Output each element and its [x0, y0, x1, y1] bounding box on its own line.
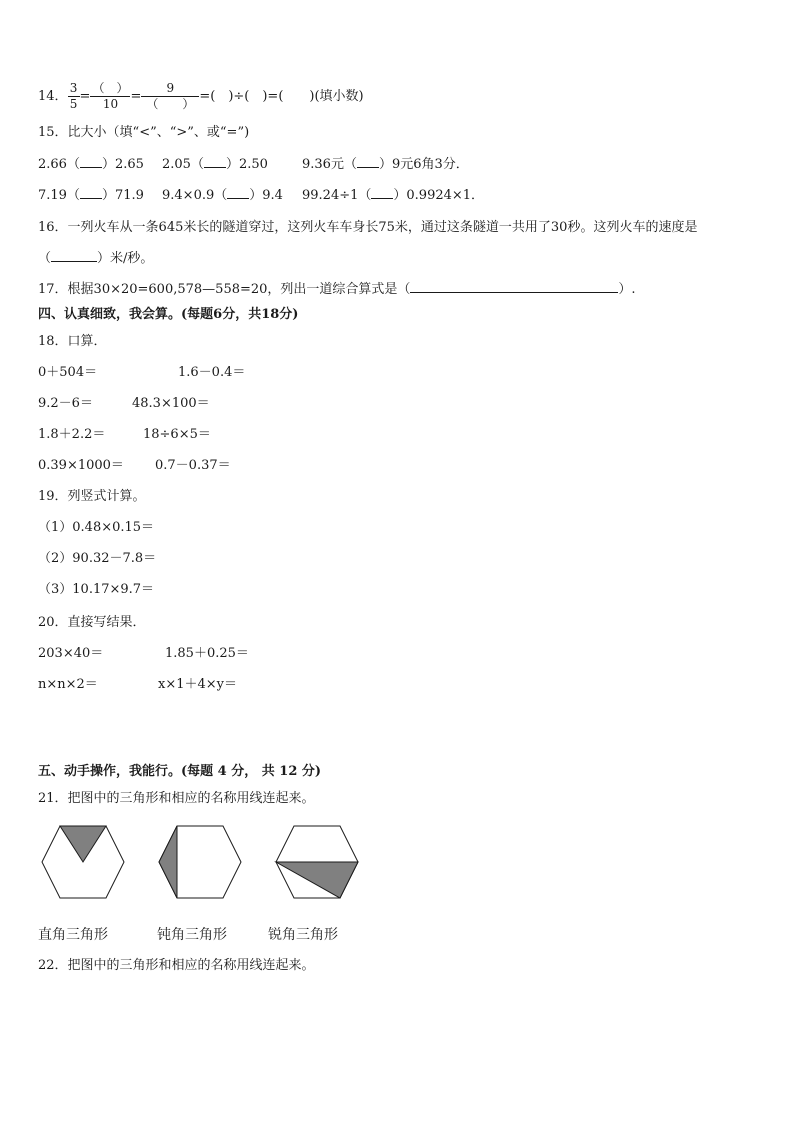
q18-item: 9.2－6＝ — [38, 396, 93, 411]
q15-item: 2.05（ ）2.50 — [162, 157, 268, 172]
q20-item: x×1＋4×y＝ — [158, 677, 238, 692]
q14-fraction-3: $\frac{9}{( )}$ — [141, 82, 199, 111]
q21-label-right-triangle: 直角三角形 — [38, 927, 108, 943]
section-4-heading: 四、认真细致，我会算。(每题6分，共18分) — [38, 307, 299, 322]
q15-item: 2.66（ ）2.65 — [38, 157, 144, 172]
q19-item: （2）90.32－7.8＝ — [38, 551, 157, 566]
q18-item: 18÷6×5＝ — [143, 427, 211, 442]
hexagon-obtuse-triangle-figure — [155, 822, 245, 902]
section-5-heading: 五、动手操作，我能行。(每题 4 分， 共 12 分) — [38, 764, 322, 779]
q15-item: 99.24÷1（ ）0.9924×1． — [302, 188, 485, 203]
q14-line: 14． $\frac{3}{5}$ = $\frac{( )}{10}$ = $\frac{9}{( )}$ =( )÷( )=( )(填小数) — [38, 81, 364, 111]
q14-fraction-1: $\frac{3}{5}$ — [68, 82, 80, 111]
q19-item: （3）10.17×9.7＝ — [38, 582, 155, 597]
q20-title: 20．直接写结果． — [38, 615, 146, 630]
q15-title: 15．比大小（填“<”、“>”、或“=”) — [38, 125, 250, 140]
q14-tail: =( )÷( )=( )(填小数) — [199, 89, 364, 104]
q15-item: 9.4×0.9（ ）9.4 — [162, 188, 283, 203]
q18-item: 0＋504＝ — [38, 365, 98, 380]
q20-item: 1.85＋0.25＝ — [165, 646, 249, 661]
q21-label-acute-triangle: 锐角三角形 — [268, 927, 338, 943]
q14-fraction-2: $\frac{( )}{10}$ — [92, 81, 129, 111]
hexagon-acute-triangle-figure — [272, 822, 362, 902]
q21-label-obtuse-triangle: 钝角三角形 — [157, 927, 227, 943]
q15-item: 7.19（ ）71.9 — [38, 188, 144, 203]
q15-item: 9.36元（ ）9元6角3分． — [302, 157, 469, 172]
q17-line: 17．根据30×20=600,578—558=20，列出一道综合算式是（ ）. — [38, 282, 636, 297]
q18-item: 1.8＋2.2＝ — [38, 427, 106, 442]
q18-item: 0.39×1000＝ — [38, 458, 124, 473]
q16-line1: 16．一列火车从一条645米长的隧道穿过，这列火车车身长75米，通过这条隧道一共用了30秒。这列火车的速度是 — [38, 220, 698, 235]
q20-item: n×n×2＝ — [38, 677, 98, 692]
q16-line2: （ ）米/秒。 — [38, 251, 154, 266]
q18-item: 1.6－0.4＝ — [178, 365, 246, 380]
q20-item: 203×40＝ — [38, 646, 104, 661]
q14-number: 14． — [38, 89, 68, 104]
q19-item: （1）0.48×0.15＝ — [38, 520, 155, 535]
q21-title: 21．把图中的三角形和相应的名称用线连起来。 — [38, 791, 315, 806]
q22-title: 22．把图中的三角形和相应的名称用线连起来。 — [38, 958, 315, 973]
q19-title: 19．列竖式计算。 — [38, 489, 146, 504]
hexagon-right-triangle-figure — [38, 822, 128, 902]
q18-item: 48.3×100＝ — [132, 396, 210, 411]
q18-title: 18．口算． — [38, 334, 107, 349]
q18-item: 0.7－0.37＝ — [155, 458, 231, 473]
